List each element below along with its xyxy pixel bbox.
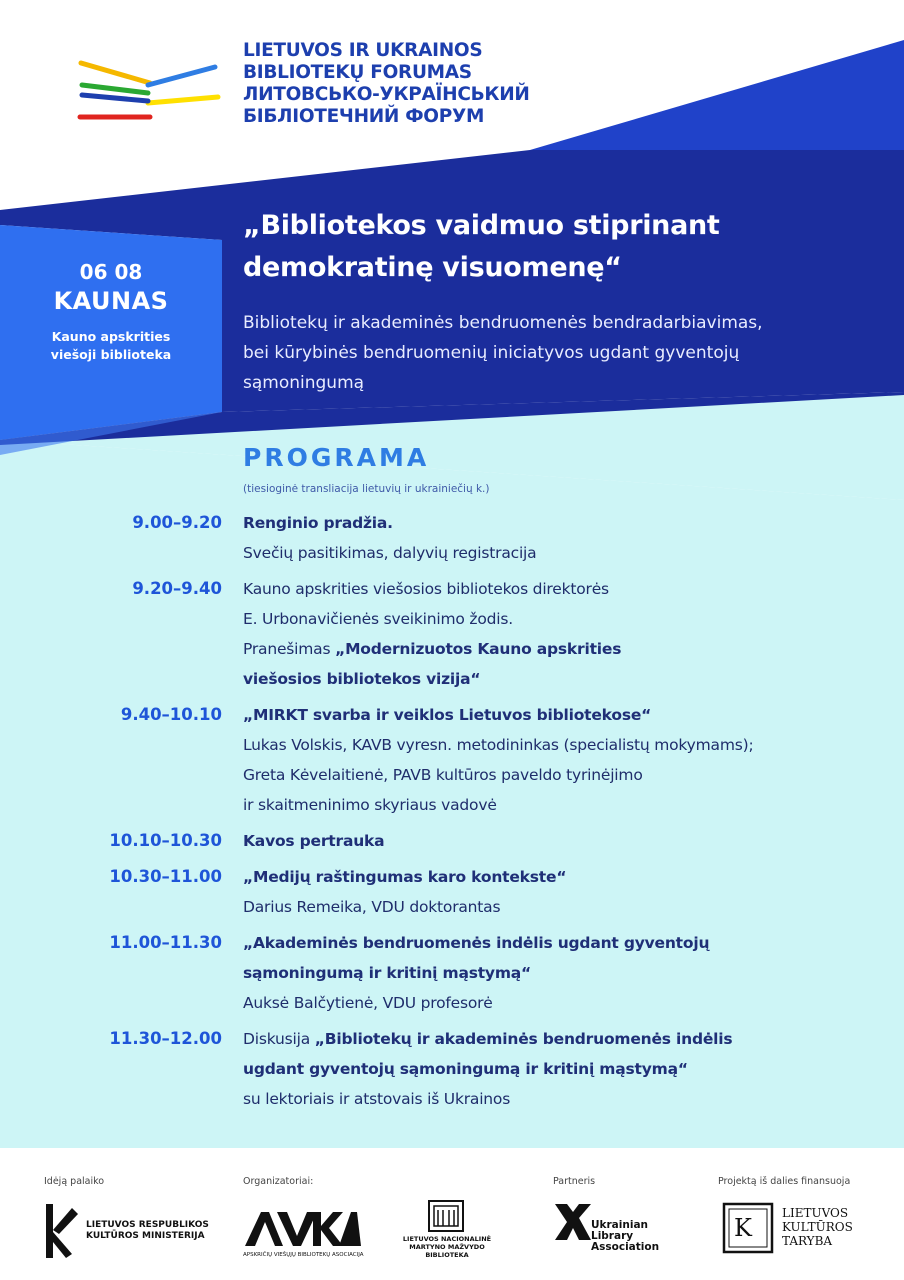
event-date-location	[0, 258, 222, 364]
venue-line: viešoji biblioteka	[50, 347, 172, 362]
ula-name-line: Ukrainian	[591, 1219, 649, 1231]
schedule-line: Kauno apskrities viešosios bibliotekos direktorės	[243, 580, 609, 598]
schedule-content	[243, 574, 883, 694]
schedule-content	[243, 826, 883, 856]
schedule-item	[0, 508, 904, 568]
council-name-line: KULTŪROS	[782, 1220, 853, 1234]
schedule-item	[0, 928, 904, 1018]
council-letter: K	[734, 1214, 752, 1242]
venue-line: Kauno apskrities	[51, 329, 171, 344]
event-city: KAUNAS	[53, 287, 169, 315]
forum-title-line: BIBLIOTEKŲ FORUMAS	[243, 62, 472, 83]
schedule-line-bold: „Modernizuotos Kauno apskrities	[335, 640, 622, 658]
schedule-time: 10.10–10.30	[109, 831, 222, 850]
event-title-line: „Bibliotekos vaidmuo stiprinant	[243, 210, 720, 241]
ula-name-line: Library	[591, 1230, 634, 1242]
ula-name-line: Association	[591, 1241, 660, 1253]
schedule-item	[0, 826, 904, 856]
schedule-line	[243, 634, 883, 664]
schedule-line: Darius Remeika, VDU doktorantas	[243, 898, 501, 916]
lnb-name-line: LIETUVOS NACIONALINĖ	[402, 1235, 492, 1243]
lnb-name-line: MARTYNO MAŽVYDO	[409, 1243, 485, 1251]
event-subtitle	[243, 308, 893, 398]
organizers-label: Organizatoriai:	[243, 1176, 314, 1187]
schedule-content	[243, 1024, 883, 1114]
schedule-line: E. Urbonavičienės sveikinimo žodis.	[243, 610, 513, 628]
avka-caption: APSKRIČIŲ VIEŠŲJŲ BIBLIOTEKŲ ASOCIACIJA	[243, 1252, 364, 1258]
schedule-line-prefix: Diskusija	[243, 1030, 315, 1048]
schedule-item	[0, 700, 904, 820]
schedule-time: 11.00–11.30	[109, 933, 222, 952]
schedule-line: „Akademinės bendruomenės indėlis ugdant gyventojų	[243, 934, 710, 952]
schedule-line: Svečių pasitikimas, dalyvių registracija	[243, 544, 537, 562]
ministry-name-line: LIETUVOS RESPUBLIKOS	[86, 1220, 209, 1230]
lnb-name	[400, 1235, 494, 1259]
ula-logo-icon	[555, 1204, 591, 1240]
schedule-item	[0, 1024, 904, 1114]
event-venue	[0, 328, 222, 364]
council-name-line: TARYBA	[782, 1234, 833, 1248]
avka-logo-icon	[243, 1208, 363, 1248]
council-name-line: LIETUVOS	[782, 1206, 849, 1220]
footer	[0, 1170, 904, 1280]
schedule-line: Auksė Balčytienė, VDU profesorė	[243, 994, 493, 1012]
event-subtitle-line: bei kūrybinės bendruomenių iniciatyvos ugdant gyventojų	[243, 343, 740, 363]
schedule-content	[243, 700, 883, 820]
ministry-logo-icon	[42, 1204, 78, 1258]
schedule-line: su lektoriais ir atstovais iš Ukrainos	[243, 1090, 511, 1108]
schedule-line: ir skaitmeninimo skyriaus vadovė	[243, 796, 497, 814]
schedule-time: 9.40–10.10	[120, 705, 222, 724]
event-subtitle-line: Bibliotekų ir akademinės bendruomenės bendradarbiavimas,	[243, 313, 763, 333]
schedule-line: Kavos pertrauka	[243, 832, 385, 850]
event-title-line: demokratinę visuomenę“	[243, 252, 622, 283]
schedule-time: 10.30–11.00	[109, 867, 222, 886]
schedule-content	[243, 928, 883, 1018]
schedule-item	[0, 574, 904, 694]
schedule-line: „Medijų raštingumas karo kontekste“	[243, 868, 567, 886]
ministry-name-line: KULTŪROS MINISTERIJA	[86, 1231, 205, 1241]
lnb-name-line: BIBLIOTEKA	[425, 1251, 469, 1259]
event-subtitle-line: sąmoningumą	[243, 373, 365, 393]
schedule-line: ugdant gyventojų sąmoningumą ir kritinį mąstymą“	[243, 1060, 688, 1078]
supports-label: Idėją palaiko	[44, 1176, 105, 1187]
event-date: 06 08	[79, 260, 143, 284]
schedule-line: Greta Kėvelaitienė, PAVB kultūros paveldo tyrinėjimo	[243, 766, 643, 784]
program-schedule	[0, 508, 904, 1114]
schedule-time: 9.20–9.40	[132, 579, 222, 598]
schedule-time: 11.30–12.00	[109, 1029, 222, 1048]
schedule-line	[243, 1024, 883, 1054]
program-heading: PROGRAMA	[243, 443, 430, 472]
forum-logo-icon	[70, 55, 230, 135]
library-building-icon	[428, 1200, 464, 1232]
program-note: (tiesioginė transliacija lietuvių ir ukrainiečių k.)	[243, 483, 490, 495]
schedule-line-bold: „Bibliotekų ir akademinės bendruomenės indėlis	[314, 1030, 733, 1048]
schedule-line: Lukas Volskis, KAVB vyresn. metodininkas (specialistų mokymams);	[243, 736, 754, 754]
forum-title-line: ЛИТОВСЬКО-УКРАЇНСЬКИЙ	[243, 84, 530, 105]
partner-label: Partneris	[553, 1176, 596, 1187]
schedule-content	[243, 508, 883, 568]
ula-name	[591, 1220, 659, 1253]
event-title	[243, 205, 883, 289]
schedule-line-prefix: Pranešimas	[243, 640, 336, 658]
schedule-item	[0, 862, 904, 922]
forum-title-line: БІБЛІОТЕЧНИЙ ФОРУМ	[243, 106, 485, 127]
funding-label: Projektą iš dalies finansuoja	[718, 1176, 851, 1187]
schedule-line: Renginio pradžia.	[243, 514, 393, 532]
schedule-content	[243, 862, 883, 922]
forum-title	[243, 40, 530, 128]
schedule-line: „MIRKT svarba ir veiklos Lietuvos bibliotekose“	[243, 706, 652, 724]
ministry-name	[86, 1220, 209, 1242]
schedule-line: sąmoningumą ir kritinį mąstymą“	[243, 964, 532, 982]
council-name	[782, 1206, 853, 1248]
schedule-time: 9.00–9.20	[132, 513, 222, 532]
forum-title-line: LIETUVOS IR UKRAINOS	[243, 40, 483, 61]
schedule-line: viešosios bibliotekos vizija“	[243, 670, 481, 688]
